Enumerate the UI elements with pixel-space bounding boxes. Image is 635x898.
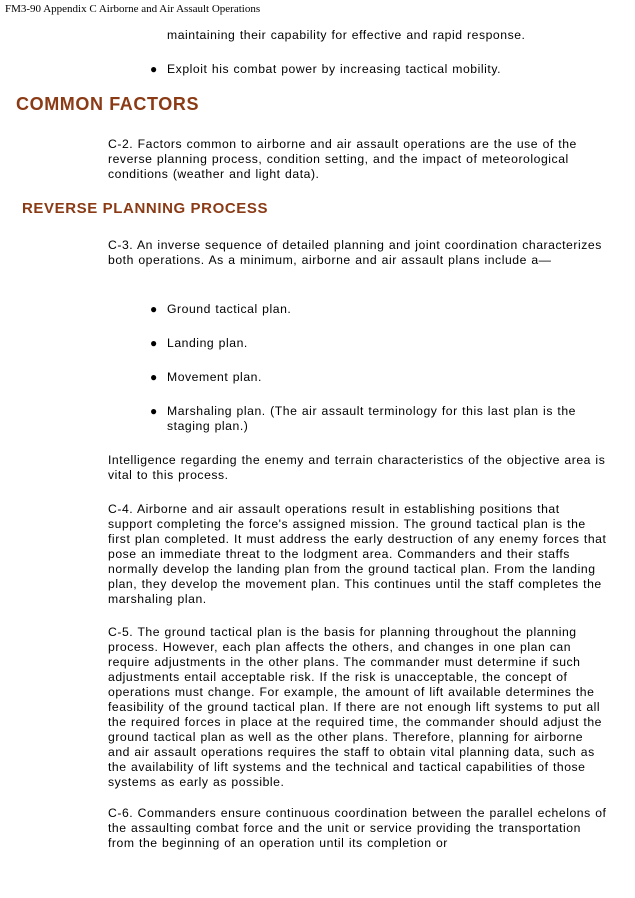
- list-item: [150, 370, 605, 385]
- paragraph-c6: C-6. Commanders ensure continuous coordination between the parallel echelons of the assaulting combat force and the unit or service providing the transportation from the beginning of an operation until its completion or: [108, 806, 607, 850]
- list-item-text: Marshaling plan. (The air assault terminology for this last plan is the staging plan.): [167, 404, 576, 433]
- continuation-text: maintaining their capability for effective and rapid response.: [167, 28, 526, 42]
- paragraph-c5: C-5. The ground tactical plan is the basis for planning throughout the planning process. However, each plan affects the others, and changes in one plan can require adjustments in the other plans. The commander must determine if such adjustments entail acceptable risk. If the risk is unacceptable, the concept of operations must change. For example, the amount of lift available determines the feasibility of the ground tactical plan. If there are not enough lift systems to put all the required forces in place at the required time, the commander should adjust the ground tactical plan as well as the other plans. Therefore, planning for airborne and air assault operations requires the staff to obtain vital planning data, such as the availability of lift systems and the technical and tactical capabilities of those systems as early as possible.: [108, 625, 602, 789]
- list-item: [150, 302, 605, 317]
- bullet-icon: ●: [150, 404, 158, 418]
- list-item-text: Exploit his combat power by increasing tactical mobility.: [167, 62, 502, 76]
- list-item-text: Ground tactical plan.: [167, 302, 292, 316]
- list-item-text: Landing plan.: [167, 336, 248, 350]
- section-heading-reverse-planning: REVERSE PLANNING PROCESS: [22, 200, 269, 217]
- bullet-icon: ●: [150, 62, 158, 76]
- list-item-text: Movement plan.: [167, 370, 262, 384]
- bullet-icon: ●: [150, 302, 158, 316]
- list-item: [150, 336, 605, 351]
- paragraph-c4: C-4. Airborne and air assault operations result in establishing positions that support completing the force's assigned mission. The ground tactical plan is the first plan completed. It must address the early destruction of any enemy forces that pose an immediate threat to the lodgment area. Commanders and their staffs normally develop the landing plan from the ground tactical plan. From the landing plan, they develop the movement plan. This continues until the staff completes the marshaling plan.: [108, 502, 607, 606]
- list-item: [150, 62, 605, 77]
- list-item: [150, 404, 605, 434]
- running-head: FM3-90 Appendix C Airborne and Air Assault Operations: [5, 3, 261, 15]
- paragraph-c2: C-2. Factors common to airborne and air assault operations are the use of the reverse planning process, condition setting, and the impact of meteorological conditions (weather and light data).: [108, 137, 577, 181]
- paragraph-c3: C-3. An inverse sequence of detailed planning and joint coordination characterizes both operations. As a minimum, airborne and air assault plans include a—: [108, 238, 602, 267]
- paragraph-intelligence: Intelligence regarding the enemy and terrain characteristics of the objective area is vital to this process.: [108, 453, 606, 482]
- bullet-icon: ●: [150, 370, 158, 384]
- section-heading-common-factors: COMMON FACTORS: [16, 94, 200, 114]
- bullet-icon: ●: [150, 336, 158, 350]
